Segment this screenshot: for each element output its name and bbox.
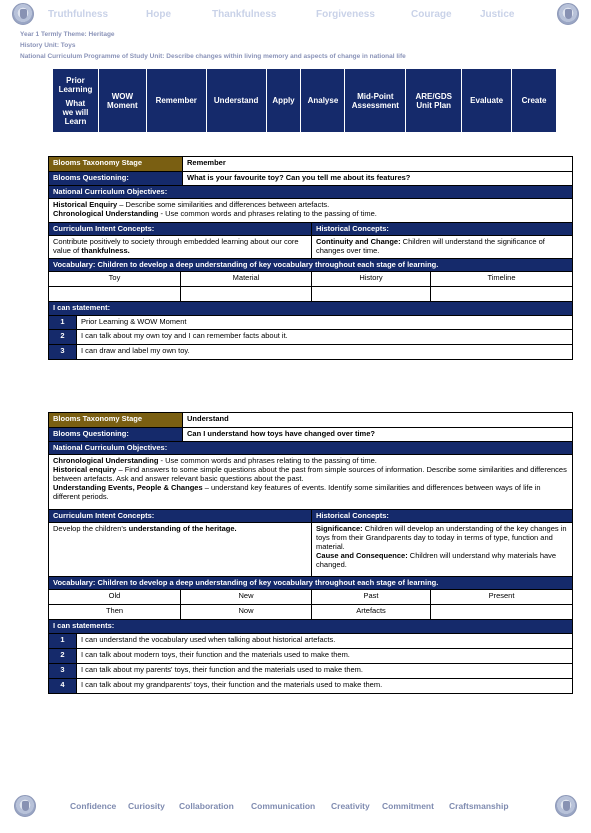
stage-prior-learning: Prior Learning What we will Learn <box>53 69 99 133</box>
blooms-stage-label: Blooms Taxonomy Stage <box>49 413 182 427</box>
intent-concepts-text: Contribute positively to society through embedded learning about our core value of thankfulness. <box>53 237 299 255</box>
stage-wow-moment: WOW Moment <box>98 69 146 133</box>
historical-concepts-text: Significance: Children will develop an understanding of the key changes in toys from their Grandparents day to today in terms of type, function and material. Cause and Consequence: Children will understand why materials have changed. <box>311 523 572 576</box>
programme-line <box>20 53 406 60</box>
remember-lesson-block <box>48 156 573 360</box>
objectives-text: Historical Enquiry – Describe some similarities and differences between artefacts. Chronological Understanding - Use common words and phrases relating to the passing of time. <box>53 200 377 218</box>
vocab-word: History <box>311 272 430 286</box>
historical-concepts-text: Continuity and Change: Children will understand the significance of changes over time. <box>311 236 572 258</box>
statement-number: 3 <box>49 345 76 359</box>
statement-text: Prior Learning & WOW Moment <box>76 316 572 329</box>
value-word: Justice <box>480 9 515 20</box>
statement-text: I can draw and label my own toy. <box>76 345 572 359</box>
vocab-word: Now <box>180 605 311 619</box>
stage-analyse: Analyse <box>301 69 345 133</box>
stage-create: Create <box>512 69 557 133</box>
statement-number: 4 <box>49 679 76 693</box>
school-crest-icon <box>12 3 34 25</box>
learning-stages-table <box>52 68 557 133</box>
value-word: Communication <box>251 801 316 811</box>
objectives-heading: National Curriculum Objectives: <box>49 442 572 454</box>
statement-number: 1 <box>49 634 76 648</box>
vocab-blank <box>430 287 572 301</box>
statement-text: I can talk about my grandparents' toys, their function and the materials used to make them. <box>76 679 572 693</box>
vocab-word: Artefacts <box>311 605 430 619</box>
value-word: Creativity <box>331 801 370 811</box>
vocab-word: Then <box>105 606 124 615</box>
blooms-questioning-label: Blooms Questioning: <box>49 428 182 441</box>
value-word: Courage <box>411 9 452 20</box>
blooms-questioning-label: Blooms Questioning: <box>49 172 182 185</box>
value-word: Curiosity <box>128 801 165 811</box>
can-statement-heading: I can statements: <box>49 620 572 633</box>
intent-concepts-heading: Curriculum Intent Concepts: <box>49 510 311 522</box>
values-header <box>0 0 591 28</box>
blooms-questioning-value: What is your favourite toy? Can you tell me about its features? <box>182 172 572 185</box>
vocab-word: Present <box>430 590 572 604</box>
vocab-word: New <box>180 590 311 604</box>
statement-number: 1 <box>49 316 76 329</box>
value-word: Collaboration <box>179 801 234 811</box>
programme-label: National Curriculum Programme of Study Unit: <box>20 53 165 60</box>
blooms-stage-value: Remember <box>182 157 572 171</box>
history-unit: History Unit: Toys <box>20 42 76 49</box>
school-crest-icon <box>14 795 36 817</box>
value-word: Forgiveness <box>316 9 375 20</box>
stage-remember: Remember <box>146 69 206 133</box>
historical-concepts-heading: Historical Concepts: <box>311 223 572 235</box>
statement-text: I can talk about modern toys, their function and the materials used to make them. <box>76 649 572 663</box>
school-crest-icon <box>557 3 579 25</box>
vocabulary-heading: Vocabulary: Children to develop a deep understanding of key vocabulary throughout each stage of learning. <box>49 577 572 589</box>
blooms-stage-label: Blooms Taxonomy Stage <box>49 157 182 171</box>
stage-apply: Apply <box>266 69 301 133</box>
stage-understand: Understand <box>206 69 266 133</box>
vocab-word: Material <box>180 272 311 286</box>
vocab-word <box>430 605 572 619</box>
blooms-questioning-value: Can I understand how toys have changed over time? <box>182 428 572 441</box>
value-word: Craftsmanship <box>449 801 509 811</box>
historical-concepts-heading: Historical Concepts: <box>311 510 572 522</box>
understand-lesson-block <box>48 412 573 694</box>
statement-number: 2 <box>49 330 76 344</box>
programme-text: Describe changes within living memory and aspects of change in national life <box>166 53 406 60</box>
statement-number: 3 <box>49 664 76 678</box>
blooms-stage-value: Understand <box>182 413 572 427</box>
statement-text: I can understand the vocabulary used when talking about historical artefacts. <box>76 634 572 648</box>
value-word: Confidence <box>70 801 117 811</box>
vocab-word: Timeline <box>430 272 572 286</box>
objectives-heading: National Curriculum Objectives: <box>49 186 572 198</box>
value-word: Thankfulness <box>212 9 277 20</box>
vocab-word: Toy <box>108 273 121 282</box>
stage-midpoint-assessment: Mid-Point Assessment <box>345 69 406 133</box>
statement-text: I can talk about my parents' toys, their function and the materials used to make them. <box>76 664 572 678</box>
vocab-word: Past <box>311 590 430 604</box>
value-word: Truthfulness <box>48 9 109 20</box>
vocab-blank <box>311 287 430 301</box>
value-word: Hope <box>146 9 171 20</box>
vocab-blank <box>180 287 311 301</box>
intent-concepts-heading: Curriculum Intent Concepts: <box>49 223 311 235</box>
vocab-blank <box>49 287 180 301</box>
stage-evaluate: Evaluate <box>462 69 512 133</box>
termly-theme: Year 1 Termly Theme: Heritage <box>20 31 115 38</box>
intent-concepts-text: Develop the children's understanding of the heritage. <box>53 524 237 533</box>
vocab-word: Old <box>108 591 121 600</box>
objectives-text: Chronological Understanding - Use common words and phrases relating to the passing of time. Historical enquiry – Find answers to some simple questions about the past from simple sources of information. Describe some similarities and differences between artefacts. Ask and answer relevant basic questions about the past. Understanding Events, People & Changes – understand key features of events. Identify some similarities and differences between ways of life in different periods. <box>53 456 567 501</box>
value-word: Commitment <box>382 801 434 811</box>
can-statement-heading: I can statement: <box>49 302 572 315</box>
school-crest-icon <box>555 795 577 817</box>
values-footer <box>0 795 591 821</box>
statement-number: 2 <box>49 649 76 663</box>
statement-text: I can talk about my own toy and I can remember facts about it. <box>76 330 572 344</box>
vocabulary-heading: Vocabulary: Children to develop a deep understanding of key vocabulary throughout each stage of learning. <box>49 259 572 271</box>
stage-are-gds-unit-plan: ARE/GDS Unit Plan <box>406 69 462 133</box>
